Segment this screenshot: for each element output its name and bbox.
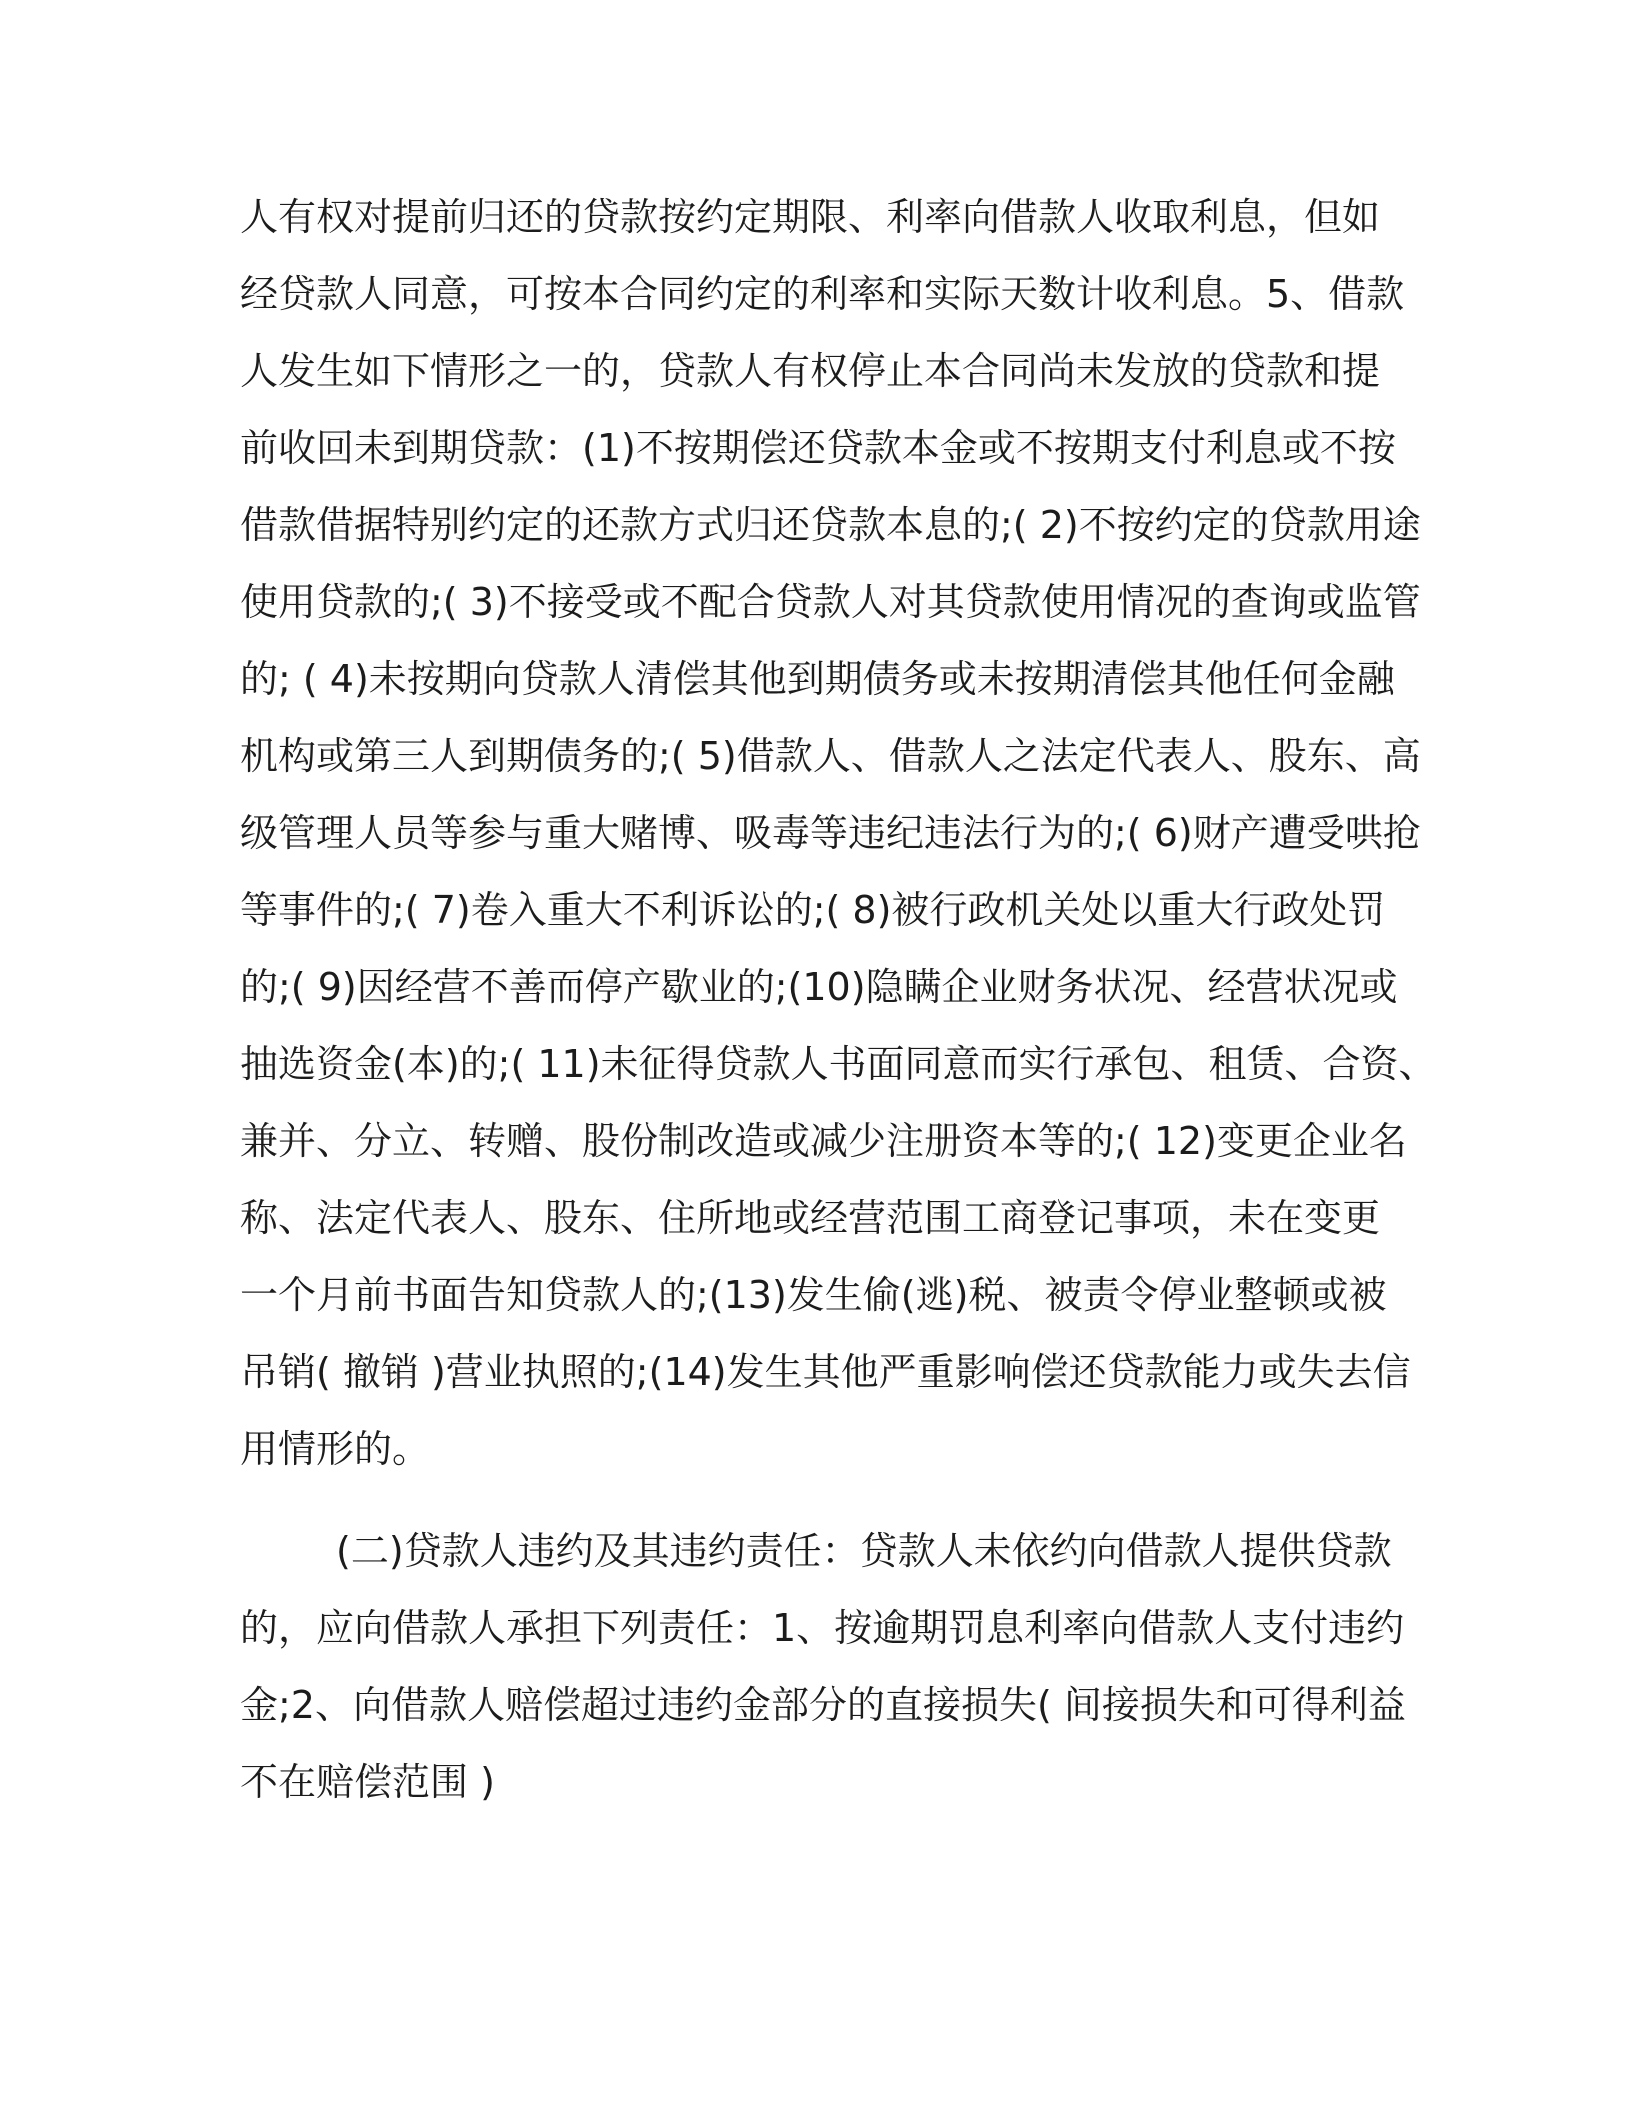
- paragraph-1-line-11: 的;( 9)因经营不善而停产歇业的;(10)隐瞒企业财务状况、经营状况或: [240, 965, 1398, 1009]
- paragraph-1-line-17: 用情形的。: [240, 1427, 431, 1471]
- paragraph-1-line-9: 级管理人员等参与重大赌博、吸毒等违纪违法行为的;( 6)财产遭受哄抢: [240, 811, 1421, 855]
- paragraph-1-line-2: 经贷款人同意，可按本合同约定的利率和实际天数计收利息。5、借款: [240, 272, 1405, 316]
- paragraph-1-line-13: 兼并、分立、转赠、股份制改造或减少注册资本等的;( 12)变更企业名: [240, 1119, 1407, 1163]
- paragraph-1-line-8: 机构或第三人到期债务的;( 5)借款人、借款人之法定代表人、股东、高: [240, 734, 1421, 778]
- paragraph-1-line-4: 前收回未到期贷款：(1)不按期偿还贷款本金或不按期支付利息或不按: [240, 426, 1396, 470]
- paragraph-1-line-14: 称、法定代表人、股东、住所地或经营范围工商登记事项，未在变更: [240, 1196, 1381, 1240]
- paragraph-1-line-3: 人发生如下情形之一的，贷款人有权停止本合同尚未发放的贷款和提: [240, 349, 1381, 393]
- paragraph-1-line-7: 的; ( 4)未按期向贷款人清偿其他到期债务或未按期清偿其他任何金融: [240, 657, 1395, 701]
- paragraph-2-line-2: 的，应向借款人承担下列责任：1、按逾期罚息利率向借款人支付违约: [240, 1606, 1405, 1650]
- paragraph-1-line-12: 抽选资金(本)的;( 11)未征得贷款人书面同意而实行承包、租赁、合资、: [240, 1042, 1437, 1086]
- paragraph-2-line-4: 不在赔偿范围 ): [240, 1760, 495, 1804]
- paragraph-1-line-10: 等事件的;( 7)卷入重大不利诉讼的;( 8)被行政机关处以重大行政处罚: [240, 888, 1386, 932]
- paragraph-2-line-3: 金;2、向借款人赔偿超过违约金部分的直接损失( 间接损失和可得利益: [240, 1683, 1406, 1727]
- paragraph-1-line-5: 借款借据特别约定的还款方式归还贷款本息的;( 2)不按约定的贷款用途: [240, 503, 1421, 547]
- paragraph-1-line-15: 一个月前书面告知贷款人的;(13)发生偷(逃)税、被责令停业整顿或被: [240, 1273, 1387, 1317]
- paragraph-1-line-6: 使用贷款的;( 3)不接受或不配合贷款人对其贷款使用情况的查询或监管: [240, 580, 1421, 624]
- paragraph-1-line-16: 吊销( 撤销 )营业执照的;(14)发生其他严重影响偿还贷款能力或失去信: [240, 1350, 1411, 1394]
- paragraph-1-line-1: 人有权对提前归还的贷款按约定期限、利率向借款人收取利息，但如: [240, 195, 1381, 239]
- paragraph-2-line-1: (二)贷款人违约及其违约责任：贷款人未依约向借款人提供贷款: [336, 1529, 1392, 1573]
